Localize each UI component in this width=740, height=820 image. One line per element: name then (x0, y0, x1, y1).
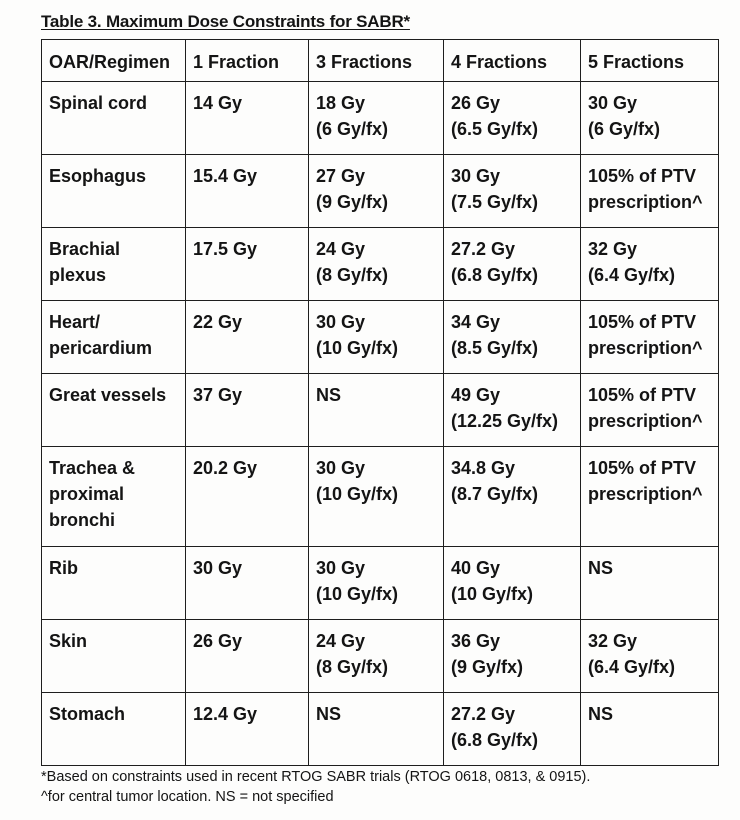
organ-cell: Heart/ pericardium (42, 301, 186, 374)
table-footnotes (41, 767, 590, 807)
dose-cell: 30 Gy (6 Gy/fx) (581, 82, 719, 155)
dose-cell: 105% of PTV prescription^ (581, 447, 719, 547)
dose-cell: NS (581, 693, 719, 766)
dose-cell: 30 Gy (10 Gy/fx) (309, 447, 444, 547)
dose-cell: 12.4 Gy (186, 693, 309, 766)
table-caption: Table 3. Maximum Dose Constraints for SABR* (41, 12, 410, 31)
dose-cell: 37 Gy (186, 374, 309, 447)
table-row (42, 155, 719, 228)
dose-cell: 26 Gy (6.5 Gy/fx) (444, 82, 581, 155)
dose-cell: 24 Gy (8 Gy/fx) (309, 620, 444, 693)
footnote-rtog: *Based on constraints used in recent RTOG SABR trials (RTOG 0618, 0813, & 0915). (41, 769, 591, 785)
table-row (42, 301, 719, 374)
dose-cell: NS (309, 374, 444, 447)
dose-cell: 17.5 Gy (186, 228, 309, 301)
column-header-1-fraction: 1 Fraction (186, 40, 309, 82)
dose-cell: 105% of PTV prescription^ (581, 155, 719, 228)
dose-cell: 34.8 Gy (8.7 Gy/fx) (444, 447, 581, 547)
organ-cell: Skin (42, 620, 186, 693)
dose-cell: 15.4 Gy (186, 155, 309, 228)
dose-cell: 40 Gy (10 Gy/fx) (444, 547, 581, 620)
table-row (42, 547, 719, 620)
table-row (42, 374, 719, 447)
dose-cell: 30 Gy (10 Gy/fx) (309, 301, 444, 374)
dose-cell: 36 Gy (9 Gy/fx) (444, 620, 581, 693)
dose-cell: 26 Gy (186, 620, 309, 693)
dose-cell: 32 Gy (6.4 Gy/fx) (581, 228, 719, 301)
dose-cell: NS (309, 693, 444, 766)
dose-cell: 34 Gy (8.5 Gy/fx) (444, 301, 581, 374)
dose-cell: 20.2 Gy (186, 447, 309, 547)
table-row (42, 693, 719, 766)
dose-cell: 105% of PTV prescription^ (581, 374, 719, 447)
dose-cell: 22 Gy (186, 301, 309, 374)
organ-cell: Trachea & proximal bronchi (42, 447, 186, 547)
dose-cell: 27.2 Gy (6.8 Gy/fx) (444, 228, 581, 301)
organ-cell: Brachial plexus (42, 228, 186, 301)
dose-cell: 27.2 Gy (6.8 Gy/fx) (444, 693, 581, 766)
dose-cell: 30 Gy (10 Gy/fx) (309, 547, 444, 620)
dose-cell: 105% of PTV prescription^ (581, 301, 719, 374)
dose-cell: 30 Gy (7.5 Gy/fx) (444, 155, 581, 228)
column-header-5-fractions: 5 Fractions (581, 40, 719, 82)
column-header-oar: OAR/Regimen (42, 40, 186, 82)
dose-constraints-table (41, 39, 719, 766)
footnote-central-tumor: ^for central tumor location. NS = not specified (41, 789, 334, 805)
dose-cell: 18 Gy (6 Gy/fx) (309, 82, 444, 155)
organ-cell: Spinal cord (42, 82, 186, 155)
organ-cell: Stomach (42, 693, 186, 766)
dose-cell: 32 Gy (6.4 Gy/fx) (581, 620, 719, 693)
table-row (42, 228, 719, 301)
dose-cell: 30 Gy (186, 547, 309, 620)
column-header-3-fractions: 3 Fractions (309, 40, 444, 82)
table-row (42, 82, 719, 155)
table-header-row (42, 40, 719, 82)
table-row (42, 447, 719, 547)
organ-cell: Great vessels (42, 374, 186, 447)
dose-cell: NS (581, 547, 719, 620)
dose-cell: 24 Gy (8 Gy/fx) (309, 228, 444, 301)
dose-cell: 27 Gy (9 Gy/fx) (309, 155, 444, 228)
dose-cell: 49 Gy (12.25 Gy/fx) (444, 374, 581, 447)
column-header-4-fractions: 4 Fractions (444, 40, 581, 82)
table-row (42, 620, 719, 693)
organ-cell: Rib (42, 547, 186, 620)
organ-cell: Esophagus (42, 155, 186, 228)
dose-cell: 14 Gy (186, 82, 309, 155)
